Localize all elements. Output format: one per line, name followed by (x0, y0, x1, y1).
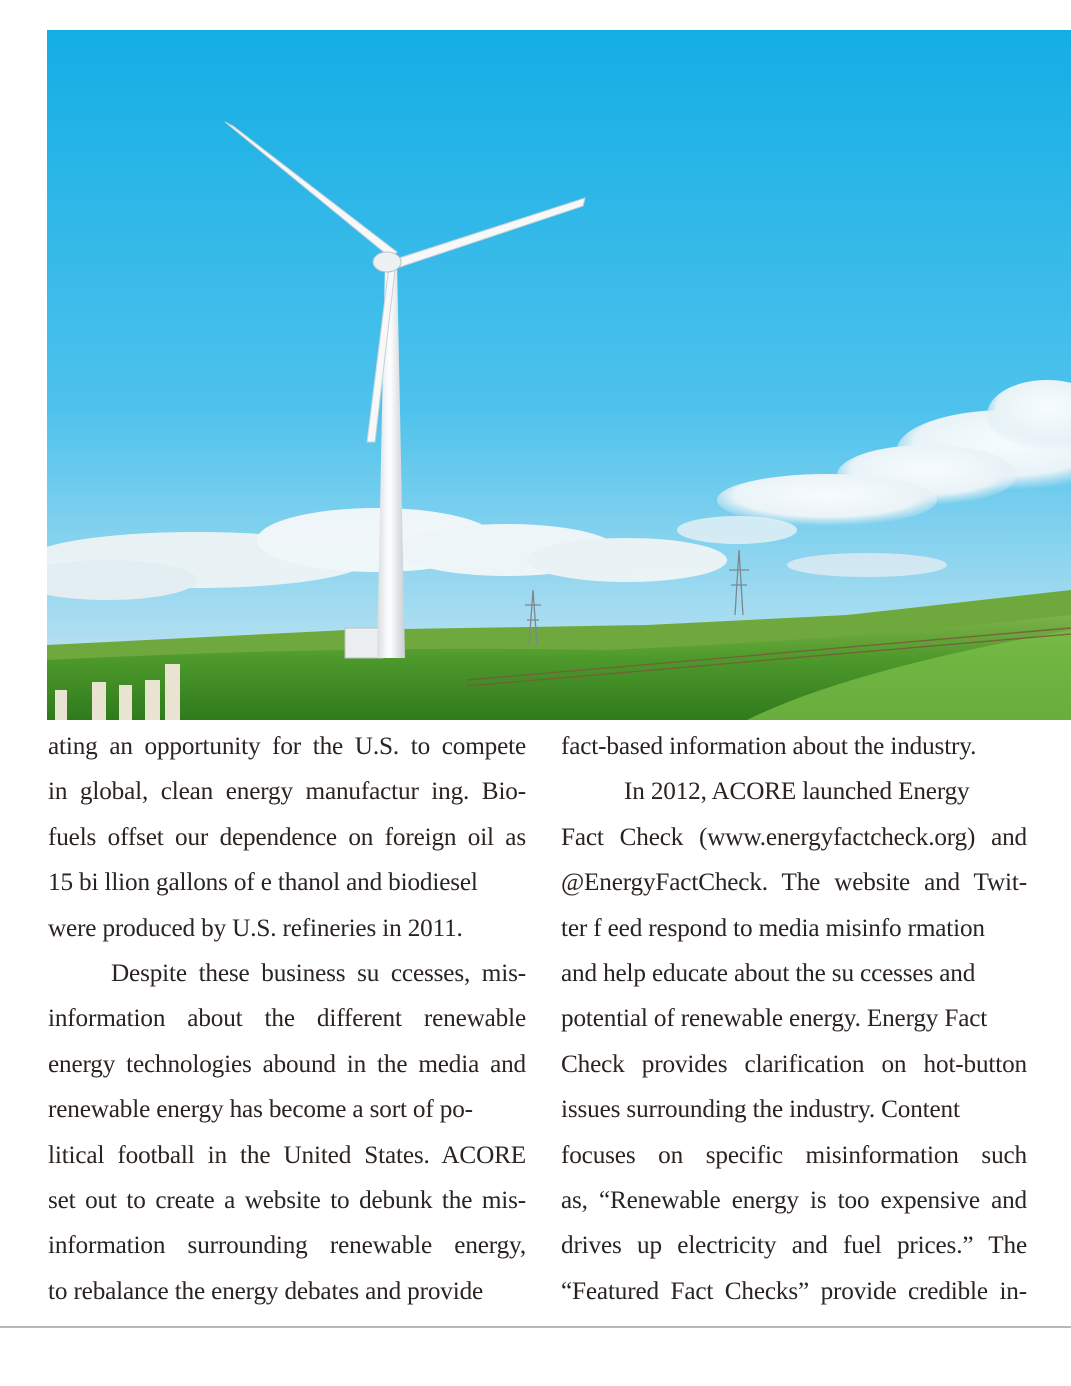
text-line: fact-based information about the industry. (561, 733, 977, 760)
text-line: set out to create a website to debunk the mis- (48, 1186, 526, 1214)
text-line: fuels offset our dependence on foreign oil as (48, 823, 526, 851)
text-line: Fact Check (www.energyfactcheck.org) and (561, 823, 1027, 851)
wind-turbine-photo (47, 30, 1071, 720)
text-line: in global, clean energy manufactur ing. Bio- (48, 778, 526, 806)
footer-divider (0, 1326, 1071, 1328)
text-line: ating an opportunity for the U.S. to compete (48, 733, 526, 760)
text-line: In 2012, ACORE launched Energy (624, 778, 970, 806)
article-left-column (48, 724, 526, 1314)
text-line: to rebalance the energy debates and provide (48, 1277, 484, 1305)
article-right-column (561, 724, 1027, 1314)
text-line: 15 bi llion gallons of e thanol and biodiesel (48, 869, 478, 897)
text-line: litical football in the United States. ACORE (48, 1141, 526, 1169)
text-line: information surrounding renewable energy, (48, 1232, 526, 1260)
text-line: Despite these business su ccesses, mis- (111, 959, 526, 987)
text-line: renewable energy has become a sort of po- (48, 1096, 473, 1124)
text-line: @EnergyFactCheck. The website and Twit- (561, 869, 1027, 897)
text-line: drives up electricity and fuel prices.” The (561, 1232, 1027, 1260)
text-line: and help educate about the su ccesses and (561, 959, 976, 987)
text-line: focuses on specific misinformation such (561, 1141, 1027, 1169)
text-line: information about the different renewable (48, 1005, 526, 1033)
text-line: potential of renewable energy. Energy Fact (561, 1005, 988, 1033)
text-line: energy technologies abound in the media and (48, 1050, 526, 1078)
text-line: “Featured Fact Checks” provide credible in- (561, 1277, 1027, 1305)
text-line: were produced by U.S. refineries in 2011. (48, 914, 463, 942)
text-line: as, “Renewable energy is too expensive and (561, 1186, 1027, 1214)
text-line: Check provides clarification on hot-button (561, 1050, 1027, 1078)
text-line: ter f eed respond to media misinfo rmation (561, 914, 985, 942)
text-line: issues surrounding the industry. Content (561, 1096, 960, 1124)
wind-turbine-illustration (47, 30, 1071, 720)
